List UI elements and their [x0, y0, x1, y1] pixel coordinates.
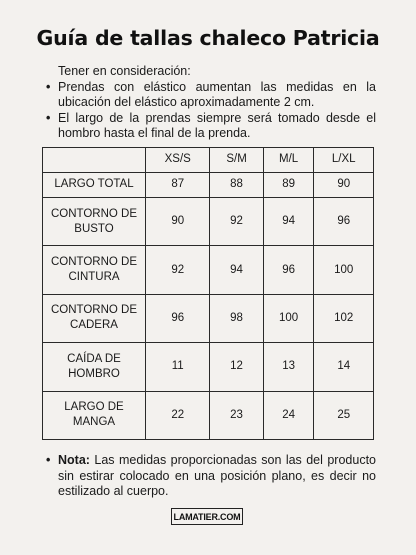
table-cell: 89	[263, 172, 314, 197]
table-row	[43, 197, 374, 245]
table-cell: 92	[146, 246, 210, 294]
table-cell: 25	[314, 391, 374, 439]
size-table	[42, 147, 374, 440]
row-label-contorno-cadera: CONTORNO DE CADERA	[43, 294, 146, 342]
page-title: Guía de tallas chaleco Patricia	[36, 26, 380, 50]
row-label-contorno-cintura: CONTORNO DE CINTURA	[43, 246, 146, 294]
table-cell: 94	[263, 197, 314, 245]
table-cell: 92	[210, 197, 263, 245]
brand-logo: LAMATIER.COM	[171, 508, 243, 525]
table-cell: 23	[210, 391, 263, 439]
table-cell: 100	[263, 294, 314, 342]
table-cell: 96	[146, 294, 210, 342]
table-cell: 96	[314, 197, 374, 245]
intro-bullet-elastic: • Prendas con elástico aumentan las medidas en la ubicación del elástico aproximadamente 2 cm.	[46, 80, 376, 111]
table-cell: 102	[314, 294, 374, 342]
table-cell: 94	[210, 246, 263, 294]
row-label-caida-hombro: CAÍDA DE HOMBRO	[43, 343, 146, 391]
table-cell: 96	[263, 246, 314, 294]
note-label: Nota:	[58, 453, 90, 467]
row-label-contorno-busto: CONTORNO DE BUSTO	[43, 197, 146, 245]
table-row	[43, 246, 374, 294]
note-text: Las medidas proporcionadas son las del producto sin estirar colocado en una posición plano, es decir no estilizado al cuerpo.	[58, 453, 376, 498]
table-row	[43, 343, 374, 391]
table-cell: 22	[146, 391, 210, 439]
table-row	[43, 294, 374, 342]
size-header-l-xl: L/XL	[314, 148, 374, 173]
table-cell: 98	[210, 294, 263, 342]
size-header-s-m: S/M	[210, 148, 263, 173]
table-cell: 13	[263, 343, 314, 391]
table-row	[43, 172, 374, 197]
table-row	[43, 391, 374, 439]
row-label-largo-total: LARGO TOTAL	[43, 172, 146, 197]
table-cell: 100	[314, 246, 374, 294]
row-label-largo-manga: LARGO DE MANGA	[43, 391, 146, 439]
size-table-header-row	[43, 148, 374, 173]
table-cell: 12	[210, 343, 263, 391]
table-cell: 11	[146, 343, 210, 391]
intro-section	[46, 64, 376, 142]
table-cell: 90	[146, 197, 210, 245]
intro-lead: Tener en consideración:	[58, 64, 191, 78]
size-table-corner	[43, 148, 146, 173]
size-header-m-l: M/L	[263, 148, 314, 173]
intro-list	[46, 80, 376, 142]
table-cell: 24	[263, 391, 314, 439]
table-cell: 90	[314, 172, 374, 197]
table-cell: 88	[210, 172, 263, 197]
size-header-xs-s: XS/S	[146, 148, 210, 173]
note-section	[46, 453, 376, 500]
intro-bullet-length: • El largo de la prendas siempre será tomado desde el hombro hasta el final de la prenda.	[46, 111, 376, 142]
table-cell: 87	[146, 172, 210, 197]
table-cell: 14	[314, 343, 374, 391]
